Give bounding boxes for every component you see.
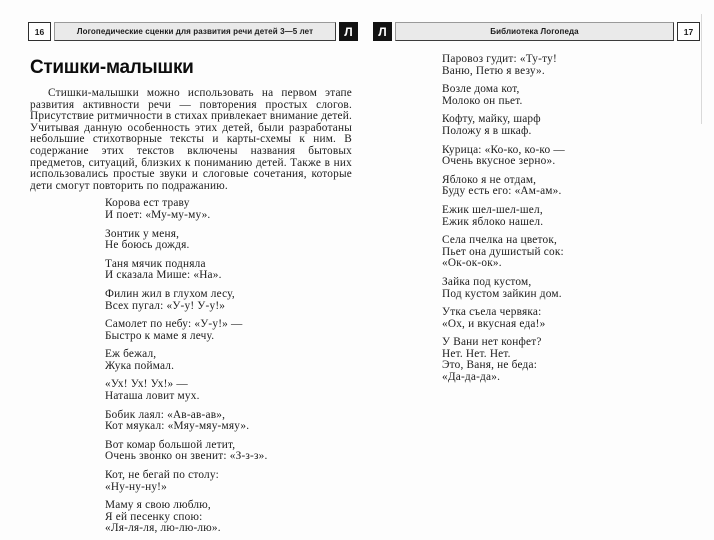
verse-line: Нет. Нет. Нет.	[442, 347, 511, 360]
verse-stanza	[442, 114, 700, 137]
verse-line: Положу я в шкаф.	[442, 124, 532, 137]
verse-stanza	[442, 145, 700, 168]
publisher-logo-icon: Л	[339, 22, 358, 41]
verse-stanza	[105, 440, 358, 463]
verse-stanza	[442, 337, 700, 383]
verse-line: «Ок-ок-ок».	[442, 257, 502, 270]
verse-line: Бобик лаял: «Ав-ав-ав»,	[105, 408, 226, 421]
verse-line: Кофту, майку, шарф	[442, 113, 541, 126]
section-title: Стишки-малышки	[30, 57, 194, 78]
verse-line: У Вани нет конфет?	[442, 336, 542, 349]
verse-stanza	[105, 229, 358, 252]
verse-stanza	[105, 349, 358, 372]
scanned-page-edge	[701, 14, 702, 124]
verse-stanza	[442, 175, 700, 198]
verse-line: Еж бежал,	[105, 348, 157, 361]
running-title-left: Логопедические сценки для развития речи детей 3—5 лет	[54, 22, 336, 41]
verse-line: Зайка под кустом,	[442, 275, 532, 288]
verse-line: Очень вкусное зерно».	[442, 155, 556, 168]
verse-line: Ежик шел-шел-шел,	[442, 203, 543, 216]
verse-stanza	[105, 259, 358, 282]
verse-line: Ежик яблоко нашел.	[442, 215, 544, 228]
verse-stanza	[105, 470, 358, 493]
verse-line: Курица: «Ко-ко, ко-ко —	[442, 143, 565, 156]
publisher-logo-icon: Л	[373, 22, 392, 41]
page-number-right: 17	[677, 22, 700, 41]
verse-stanza	[105, 319, 358, 342]
verse-line: Села пчелка на цветок,	[442, 234, 558, 247]
page-number-left: 16	[28, 22, 51, 41]
verse-stanza	[442, 235, 700, 270]
verse-line: Самолет по небу: «У-у!» —	[105, 318, 243, 331]
verse-line: Вот комар большой летит,	[105, 438, 236, 451]
verse-line: Таня мячик подняла	[105, 257, 206, 270]
verse-stanza	[105, 198, 358, 221]
verse-line: Жука поймал.	[105, 359, 175, 372]
verse-line: Филин жил в глухом лесу,	[105, 287, 235, 300]
verse-line: Это, Ваня, не беда:	[442, 359, 538, 372]
verse-stanza	[105, 379, 358, 402]
verse-stanza	[442, 277, 700, 300]
running-title-right: Библиотека Логопеда	[395, 22, 674, 41]
left-page	[28, 22, 358, 540]
verse-line: Всех пугал: «У-у! У-у!»	[105, 299, 226, 312]
verse-line: Кот, не бегай по столу:	[105, 469, 219, 482]
verse-line: «Ля-ля-ля, лю-лю-лю».	[105, 522, 221, 535]
intro-paragraph: Стишки-малышки можно использовать на первом этапе развития активности речи — повторения простых слогов. Присутствие ритмичности в стихах привлекает внимание детей. Учитывая данную особенность этих детей, были разработаны небольшие стихотворные тексты и карты-схемы к ним. В содержание этих текстов включены названия бытовых предметов, ситуаций, близких к пониманию детей. Также в них использовались простые звуки и слоговые сочетания, которые дети смогут повторить по подражанию.	[30, 87, 352, 192]
verse-line: Кот мяукал: «Мяу-мяу-мяу».	[105, 420, 250, 433]
verse-line: Корова ест траву	[105, 197, 190, 210]
verse-line: Пьет она душистый сок:	[442, 245, 564, 258]
right-page	[373, 22, 700, 391]
verse-stanza	[105, 500, 358, 535]
verse-line: Не боюсь дождя.	[105, 239, 190, 252]
verse-stanza	[105, 410, 358, 433]
verse-line: Ваню, Петю я везу».	[442, 64, 545, 77]
verses-left	[105, 198, 358, 535]
verse-line: «Ну-ну-ну!»	[105, 480, 167, 493]
verse-stanza	[442, 54, 700, 77]
verse-line: И поет: «Му-му-му».	[105, 208, 211, 221]
verse-stanza	[442, 84, 700, 107]
verse-line: «Ух! Ух! Ух!» —	[105, 378, 188, 391]
verse-stanza	[442, 205, 700, 228]
verse-line: Яблоко я не отдам,	[442, 173, 537, 186]
verses-right	[442, 54, 700, 384]
verse-line: Молоко он пьет.	[442, 94, 523, 107]
verse-line: Очень звонко он звенит: «З-з-з».	[105, 450, 268, 463]
verse-line: «Ох, и вкусная еда!»	[442, 317, 546, 330]
left-page-header	[28, 22, 358, 41]
right-page-header	[373, 22, 700, 41]
verse-stanza	[442, 307, 700, 330]
verse-line: Маму я свою люблю,	[105, 499, 211, 512]
verse-line: «Да-да-да».	[442, 371, 501, 384]
verse-line: Я ей песенку спою:	[105, 510, 203, 523]
verse-line: Паровоз гудит: «Ту-ту!	[442, 53, 557, 65]
verse-line: Утка съела червяка:	[442, 306, 542, 319]
verse-line: Зонтик у меня,	[105, 227, 180, 240]
verse-line: Под кустом зайкин дом.	[442, 287, 562, 300]
verse-line: Буду есть его: «Ам-ам».	[442, 185, 562, 198]
verse-line: И сказала Мише: «На».	[105, 269, 222, 282]
verse-line: Наташа ловит мух.	[105, 390, 200, 403]
verse-line: Возле дома кот,	[442, 83, 520, 96]
verse-stanza	[105, 289, 358, 312]
verse-line: Быстро к маме я лечу.	[105, 329, 215, 342]
